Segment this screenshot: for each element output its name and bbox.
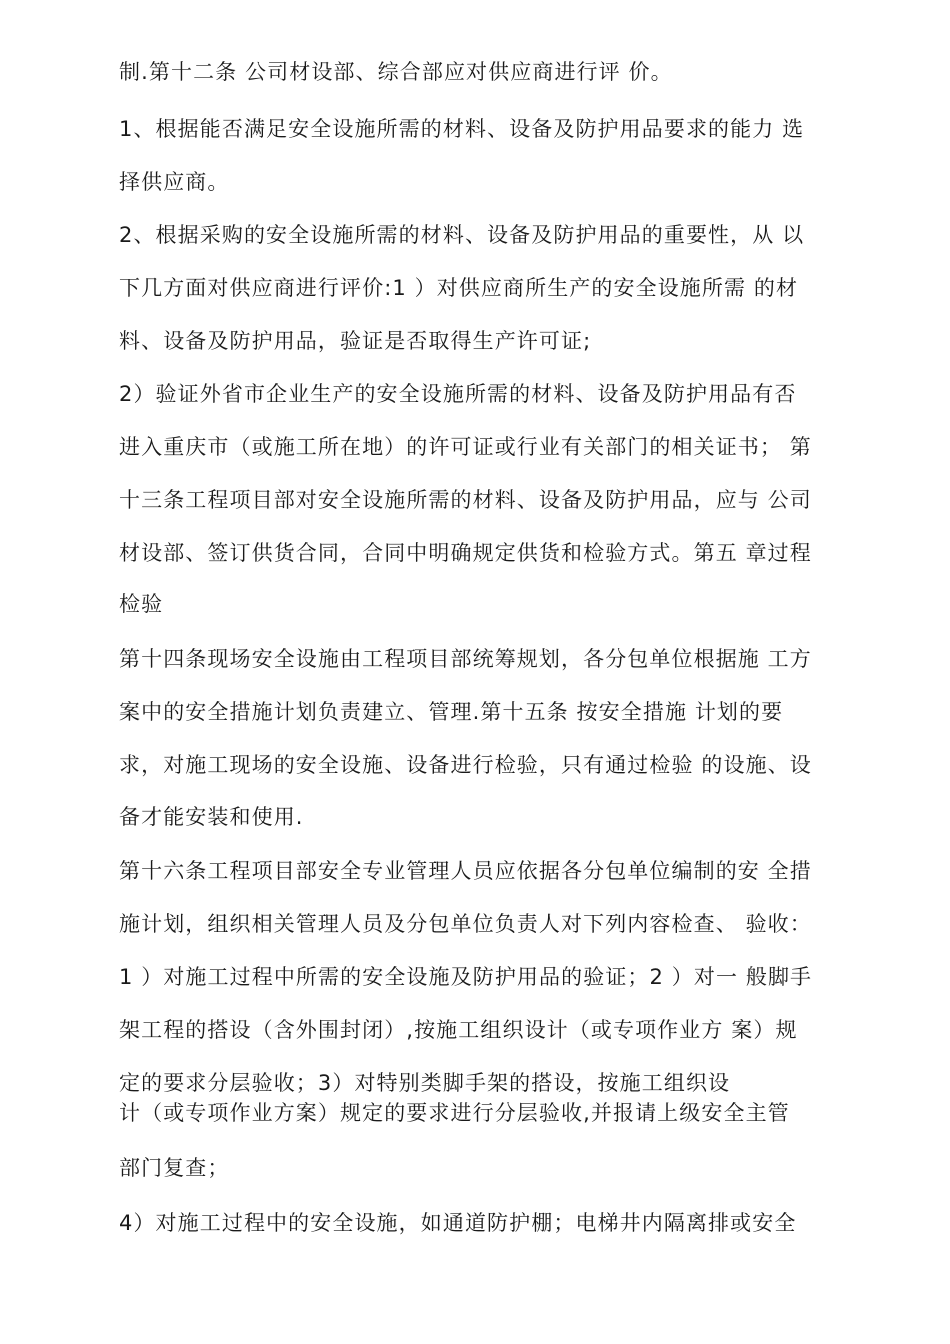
- text-line: 材设部、签订供货合同，合同中明确规定供货和检验方式。第五 章过程: [119, 541, 812, 565]
- text-line: 进入重庆市（或施工所在地）的许可证或行业有关部门的相关证书； 第: [119, 435, 812, 459]
- text-line: 计（或专项作业方案）规定的要求进行分层验收,并报请上级安全主管: [119, 1101, 790, 1125]
- text-line: 4）对施工过程中的安全设施，如通道防护棚；电梯井内隔离排或安全: [119, 1211, 797, 1235]
- text-line: 1 ）对施工过程中所需的安全设施及防护用品的验证；2 ）对一 般脚手: [119, 965, 813, 989]
- text-line: 部门复查；: [119, 1156, 230, 1180]
- text-line: 2、根据采购的安全设施所需的材料、设备及防护用品的重要性，从 以: [119, 223, 805, 247]
- text-line: 备才能安装和使用.: [119, 805, 304, 829]
- text-line: 案中的安全措施计划负责建立、管理.第十五条 按安全措施 计划的要: [119, 700, 784, 724]
- text-line: 施计划，组织相关管理人员及分包单位负责人对下列内容检查、 验收：: [119, 912, 812, 936]
- text-line: 十三条工程项目部对安全设施所需的材料、设备及防护用品，应与 公司: [119, 488, 812, 512]
- text-line: 2）验证外省市企业生产的安全设施所需的材料、设备及防护用品有否: [119, 382, 797, 406]
- text-line: 料、设备及防护用品，验证是否取得生产许可证;: [119, 329, 592, 353]
- text-line: 第十六条工程项目部安全专业管理人员应依据各分包单位编制的安 全措: [119, 859, 812, 883]
- text-line: 第十四条现场安全设施由工程项目部统筹规划，各分包单位根据施 工方: [119, 647, 812, 671]
- text-line: 定的要求分层验收；3）对特别类脚手架的搭设，按施工组织设: [119, 1071, 731, 1095]
- text-line: 择供应商。: [119, 170, 230, 194]
- text-line: 架工程的搭设（含外围封闭）,按施工组织设计（或专项作业方 案）规: [119, 1018, 798, 1042]
- text-line: 检验: [119, 592, 164, 616]
- text-line: 下几方面对供应商进行评价:1 ）对供应商所生产的安全设施所需 的材: [119, 276, 799, 300]
- text-line: 1、根据能否满足安全设施所需的材料、设备及防护用品要求的能力 选: [119, 117, 805, 141]
- text-line: 制.第十二条 公司材设部、综合部应对供应商进行评 价。: [119, 60, 673, 84]
- text-line: 求，对施工现场的安全设施、设备进行检验，只有通过检验 的设施、设: [119, 753, 812, 777]
